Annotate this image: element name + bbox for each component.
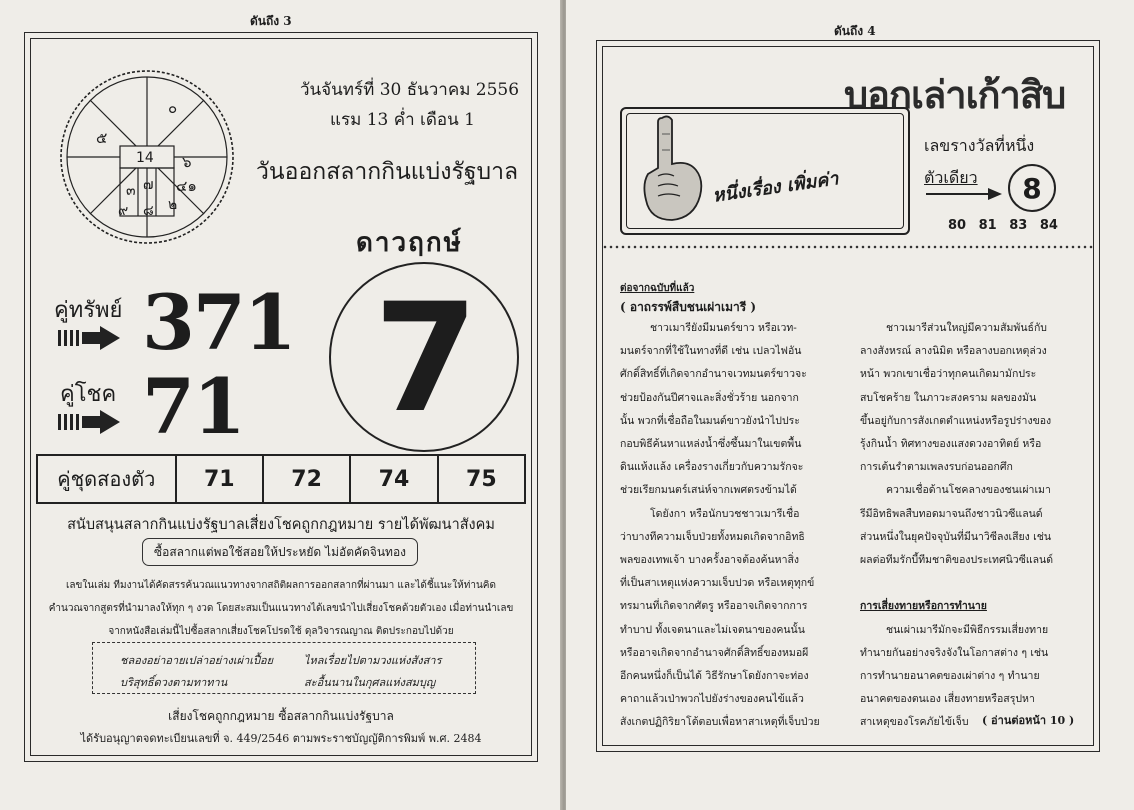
- headline: วันออกสลากกินแบ่งรัฐบาล: [256, 159, 519, 185]
- text-line: สบโชคร้าย ในภาวะสงคราม ผลของมัน: [860, 391, 1037, 404]
- text-line: ว่าบางทีความเจ็บป่วยทั้งหมดเกิดจากอิทธิ: [620, 530, 805, 543]
- section-heading: การเสี่ยงทายหรือการทำนาย: [860, 600, 987, 613]
- text-line: มนตร์จากที่ใช้ในทางที่ดี เช่น เปลวไฟอัน: [620, 345, 802, 358]
- lucky-numbers: [948, 218, 1058, 233]
- pair-value: 71: [175, 456, 262, 502]
- arrow-icon: [58, 326, 122, 350]
- date-line-2: แรม 13 ค่ำ เดือน 1: [330, 110, 475, 130]
- text-line: การเต้นรำตามเพลงรบก่อนออกศึก: [860, 461, 1013, 474]
- text-line: ขึ้นอยู่กับการสังเกตตำแหน่งหรือรูปร่างของ: [860, 414, 1052, 427]
- pointing-hand-icon: [636, 114, 708, 226]
- wheel-cell-3: ๖: [182, 153, 192, 171]
- text-line: ช่วยป้องกันปีศาจและสิ่งชั่วร้าย นอกจาก: [620, 391, 799, 404]
- text-line: ช่วยเรียกมนตร์เสน่ห์จากเพศตรงข้ามได้: [620, 484, 797, 497]
- text-line: ทำบาป ทั้งเจตนาและไม่เจตนาของคนนั้น: [620, 623, 805, 636]
- text-line: ชาวเมารีส่วนใหญ่มีความสัมพันธ์กับ: [886, 322, 1047, 334]
- support-line: สนับสนุนสลากกินแบ่งรัฐบาลเสี่ยงโชคถูกกฎหมาย รายได้พัฒนาสังคม: [67, 517, 495, 533]
- footer-line-1: เสี่ยงโชคถูกกฎหมาย ซื้อสลากกินแบ่งรัฐบาล: [168, 709, 394, 723]
- text-line: หรืออาจเกิดจากอำนาจศักดิ์สิทธิ์ของหมอผี: [620, 646, 809, 659]
- article-continued-tag: ต่อจากฉบับที่แล้ว: [620, 283, 695, 294]
- wheel-cell-5: ๓: [126, 183, 136, 199]
- text-line: ศักดิ์สิทธิ์ที่เกิดจากอำนาจเวทมนตร์ขาวจะ: [620, 368, 807, 381]
- text-line: นั้น พวกที่เชื่อถือในมนต์ขาวยังนำไปประ: [620, 414, 800, 427]
- rich-label: คู่ทรัพย์: [54, 298, 123, 323]
- lucky-number: 80: [948, 218, 967, 233]
- poem-line-1-right: ไหลเรื่อยไปตามวงแห่งสังสาร: [304, 654, 442, 667]
- wheel-cell-9: ๘: [143, 203, 154, 219]
- read-more-link[interactable]: ( อ่านต่อหน้า 10 ): [982, 714, 1075, 727]
- lucky-number: 83: [1009, 218, 1028, 233]
- text-line: ความเชื่อด้านโชคลางของชนเผ่าเมา: [886, 484, 1051, 497]
- text-line: ชาวเมารียังมีมนตร์ขาว หรือเวท-: [650, 322, 797, 334]
- spacer: [860, 572, 1053, 595]
- paragraph-line-1: เลขในเล่ม ทีมงานได้คัดสรรค้นวณแนวทางจากสถิติผลการออกสลากที่ผ่านมา และได้ชี้แนะให้ท่านคิด: [66, 580, 496, 591]
- text-line: สังเกตปฏิกิริยาโต้ตอบเพื่อหาสาเหตุที่เจ็บป่วย: [620, 716, 820, 729]
- pair-value: 72: [262, 456, 349, 502]
- text-line: อีกคนหนึ่งก็เป็นได้ วิธีรักษาโดยังกาจะท่อง: [620, 670, 809, 683]
- article-column-2: [860, 317, 1053, 735]
- text-line: การทำนายอนาคตของเผ่าต่าง ๆ ทำนาย: [860, 670, 1040, 683]
- text-line: โดยังกา หรือนักบวชชาวเมารีเชื่อ: [650, 507, 800, 520]
- wheel-cell-8: ๙: [118, 203, 129, 219]
- article-column-1: [620, 317, 820, 735]
- text-line: กอบพิธีค้นหาแหล่งน้ำซึ่งซึ้นมาในเขตพื้น: [620, 438, 802, 451]
- text-line: ผลต่อทีมรักบี้ทีมชาติของประเทศนิวซีแลนด์: [860, 554, 1054, 567]
- wheel-cell-1: ๕: [96, 129, 108, 147]
- text-line: ดินแห้งแล้ง เครื่องรางเกี่ยวกับความรักจะ: [620, 461, 804, 474]
- boxed-slogan: ซื้อสลากแต่พอใช้สอยให้ประหยัด ไม่อัตคัดจินทอง: [142, 538, 418, 566]
- footer-line-2: ได้รับอนุญาตจดทะเบียนเลขที่ จ. 449/2546 ตามพระราชบัญญัติการพิมพ์ พ.ศ. 2484: [80, 732, 482, 745]
- text-line: ทรมานที่เกิดจากศัตรู หรืออาจเกิดจากการ: [620, 600, 808, 613]
- wheel-cell-7: ๒: [168, 197, 178, 213]
- rich-number: 371: [142, 278, 295, 367]
- text-line: หน้า พวกเขาเชื่อว่าทุกคนเกิดมามักประ: [860, 368, 1037, 381]
- single-digit-label: ตัวเดียว: [924, 168, 978, 187]
- luck-number: 71: [142, 362, 244, 451]
- date-line-1: วันจันทร์ที่ 30 ธันวาคม 2556: [300, 80, 520, 100]
- pair-table-label: คู่ชุดสองตัว: [57, 467, 156, 491]
- arrow-icon: [58, 410, 122, 434]
- circle-digit-ring: [329, 262, 519, 452]
- text-line: ส่วนหนึ่งในยุคปัจจุบันที่มีนาวิซีลงเสียง เช่น: [860, 530, 1052, 543]
- page-number-right: ดันถึง 4: [834, 24, 876, 38]
- wheel-cell-0: ๐: [168, 99, 178, 117]
- lucky-number: 84: [1039, 218, 1058, 233]
- lucky-number: 81: [978, 218, 997, 233]
- text-line: สาเหตุของโรคภัยไข้เจ็บ: [860, 716, 969, 729]
- text-line: รีมีอิทธิพลสืบทอดมาจนถึงชาวนิวซีแลนด์: [860, 507, 1043, 520]
- text-line: ชนเผ่าเมารีมักจะมีพิธีกรรมเสี่ยงทาย: [886, 623, 1049, 636]
- wheel-cell-2: 14: [136, 150, 154, 166]
- slogan-text: หนึ่งเรื่อง เพิ่มค่า: [711, 168, 840, 207]
- wheel-cell-6: ๗: [143, 177, 154, 193]
- pair-table: [36, 454, 526, 504]
- pair-value: 75: [437, 456, 524, 502]
- luck-label: คู่โชค: [60, 382, 117, 407]
- paragraph-line-2: คำนวณจากสูตรที่นำมาลงให้ทุก ๆ งวด โดยสะสมเป็นแนวทางได้เลขนำไปเสี่ยงโชคด้วยตัวเอง เมื่อท่านนำเลข: [48, 603, 514, 614]
- star-name: ดาวฤกษ์: [356, 228, 463, 258]
- pair-value: 74: [349, 456, 436, 502]
- poem-line-2-left: บริสุทธิ์ดวงตามทาทาน: [120, 676, 228, 689]
- poem-line-1-left: ชลองอย่าอายเปล่าอย่างเผ่าเปื้อย: [120, 654, 274, 667]
- paragraph-line-3: จากหนังสือเล่มนี้ไปซื้อสลากเสี่ยงโชคโปรดใช้ ดุลวิจารณญาณ ติดประกอบไปด้วย: [108, 626, 454, 637]
- text-line: คาถาแล้วเป่าพวกไปยังร่างของคนไข้แล้ว: [620, 693, 804, 706]
- poem-line-2-right: สะอื้นนานในกุศลแห่งสมบุญ: [304, 676, 436, 689]
- text-line: พลของเทพเจ้า บางครั้งอาจต้องค้นหาสิ่ง: [620, 554, 800, 567]
- arrow-icon: [926, 188, 1002, 200]
- text-line: อนาคตของตนเอง เสี่ยงทายหรือสรุปหา: [860, 693, 1035, 706]
- first-prize-label: เลขรางวัลที่หนึ่ง: [924, 136, 1035, 155]
- dotted-divider: [602, 244, 1094, 250]
- page-number-left: ดันถึง 3: [250, 14, 292, 28]
- single-digit-circle: 8: [1008, 164, 1056, 212]
- text-line: ทำนายกันอย่างจริงจังในโอกาสต่าง ๆ เช่น: [860, 646, 1049, 659]
- article-subtitle: ( อาถรรพ์สืบชนเผ่าเมารี ): [620, 300, 757, 314]
- wheel-cell-4: ๔๑: [176, 177, 197, 195]
- circle-digit: 7: [373, 272, 479, 446]
- column-title: บอกเล่าเก้าสิบ: [844, 73, 1066, 117]
- text-line: ลางสังหรณ์ ลางนิมิต หรือลางบอกเหตุล่วง: [860, 345, 1047, 358]
- text-line: รุ้งกินน้ำ ทิศทางของแสงดวงอาทิตย์ หรือ: [860, 438, 1042, 451]
- text-line: ที่เป็นสาเหตุแห่งความเจ็บปวด หรือเหตุทุกข์: [620, 577, 815, 590]
